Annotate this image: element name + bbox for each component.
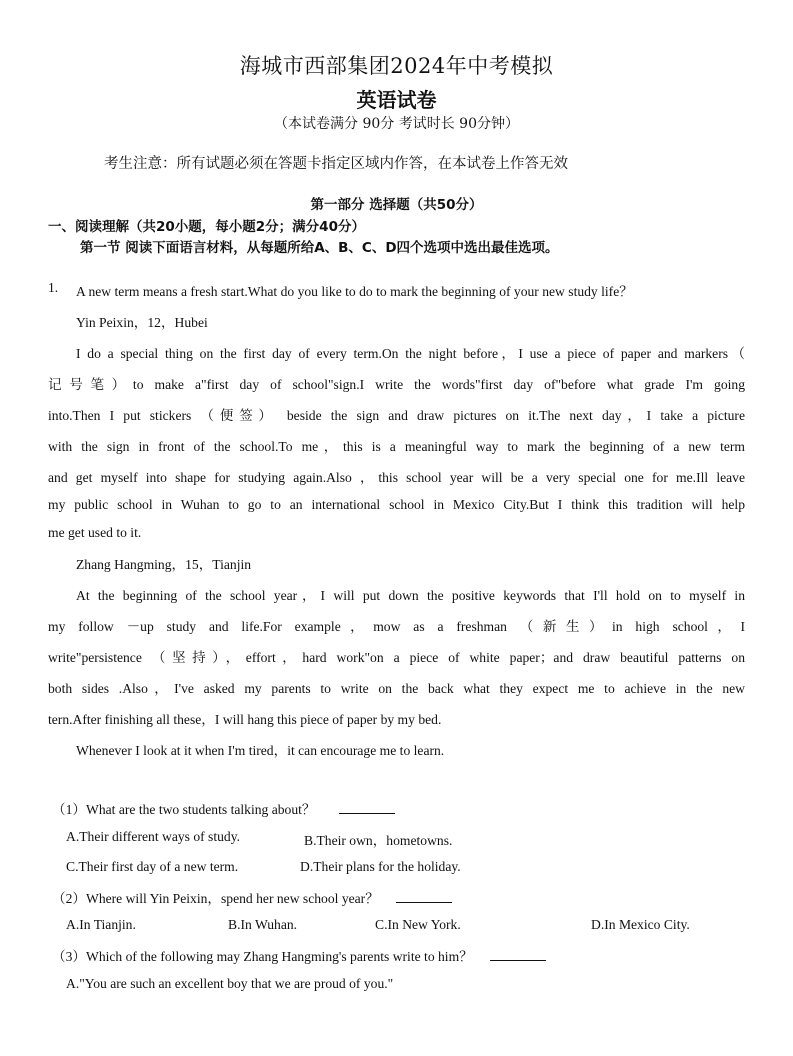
passage-line: 记号笔）to make a"first day of school"sign.I write the words"first day of"before what grade I'm going xyxy=(48,377,745,392)
passage-line: Whenever I look at it when I'm tired，it can encourage me to learn. xyxy=(76,743,445,758)
option: D.In Mexico City. xyxy=(591,917,690,932)
question-number: 1. xyxy=(48,280,59,295)
score-info: （本试卷满分 90分 考试时长 90分钟） xyxy=(274,116,519,132)
option: D.Their plans for the holiday. xyxy=(300,859,461,874)
subsection-heading: 第一节 阅读下面语言材料，从每题所给A、B、C、D四个选项中选出最佳选项。 xyxy=(80,240,559,256)
subquestion-stem-text: （3）Which of the following may Zhang Hangming's parents write to him？ xyxy=(52,949,473,964)
question-prompt: A new term means a fresh start.What do you like to do to mark the beginning of your new study life？ xyxy=(76,284,633,299)
option: B.In Wuhan. xyxy=(228,917,298,932)
subquestion-stem xyxy=(52,798,395,818)
passage-line: me get used to it. xyxy=(48,525,142,540)
author-zhang: Zhang Hangming，15，Tianjin xyxy=(76,557,252,572)
passage-line: I do a special thing on the first day of every term.On the night before，I use a piece of paper and markers（ xyxy=(76,346,745,361)
passage-line: At the beginning of the school year，I will put down the positive keywords that I'll hold on to myself in xyxy=(76,588,745,603)
passage-line: both sides .Also，I've asked my parents to write on the back what they expect me to achieve in the new xyxy=(48,681,745,696)
option: C.In New York. xyxy=(375,917,461,932)
answer-blank[interactable] xyxy=(490,949,546,961)
passage-line: my public school in Wuhan to go to an international school in Mexico City.But I think this tradition will help xyxy=(48,497,745,512)
part-heading: 第一部分 选择题（共50分） xyxy=(310,197,483,213)
option: B.Their own，hometowns. xyxy=(304,833,453,848)
option: A.In Tianjin. xyxy=(66,917,136,932)
passage-line: write"persistence （坚持），effort，hard work"on a piece of white paper；and draw beautiful patterns on xyxy=(48,650,745,665)
answer-blank[interactable] xyxy=(339,802,395,814)
candidate-notice: 考生注意：所有试题必须在答题卡指定区域内作答，在本试卷上作答无效 xyxy=(104,156,568,172)
subquestion-stem-text: （1）What are the two students talking about？ xyxy=(52,802,316,817)
answer-blank[interactable] xyxy=(396,891,452,903)
passage-line: and get myself into shape for studying again.Also ，this school year will be a very special one for me.Ill leave xyxy=(48,470,745,485)
passage-line: into.Then I put stickers （便签） beside the sign and draw pictures on it.The next day，I take a picture xyxy=(48,408,745,423)
option: A."You are such an excellent boy that we are proud of you." xyxy=(66,976,394,991)
exam-subtitle: 英语试卷 xyxy=(356,88,437,112)
author-yin: Yin Peixin，12，Hubei xyxy=(76,315,208,330)
subquestion-stem xyxy=(52,945,546,965)
option: C.Their first day of a new term. xyxy=(66,859,239,874)
exam-title: 海城市西部集团2024年中考模拟 xyxy=(239,54,554,78)
option: A.Their different ways of study. xyxy=(66,829,241,844)
subquestion-stem xyxy=(52,887,452,907)
passage-line: tern.After finishing all these，I will hang this piece of paper by my bed. xyxy=(48,712,442,727)
subquestion-stem-text: （2）Where will Yin Peixin，spend her new school year？ xyxy=(52,891,379,906)
section-heading: 一、阅读理解（共20小题，每小题2分；满分40分） xyxy=(48,219,365,235)
passage-line: with the sign in front of the school.To me，this is a meaningful way to mark the beginning of a new term xyxy=(48,439,745,454)
passage-line: my follow －up study and life.For example，mow as a freshman （新生）in high school，I xyxy=(48,619,745,634)
